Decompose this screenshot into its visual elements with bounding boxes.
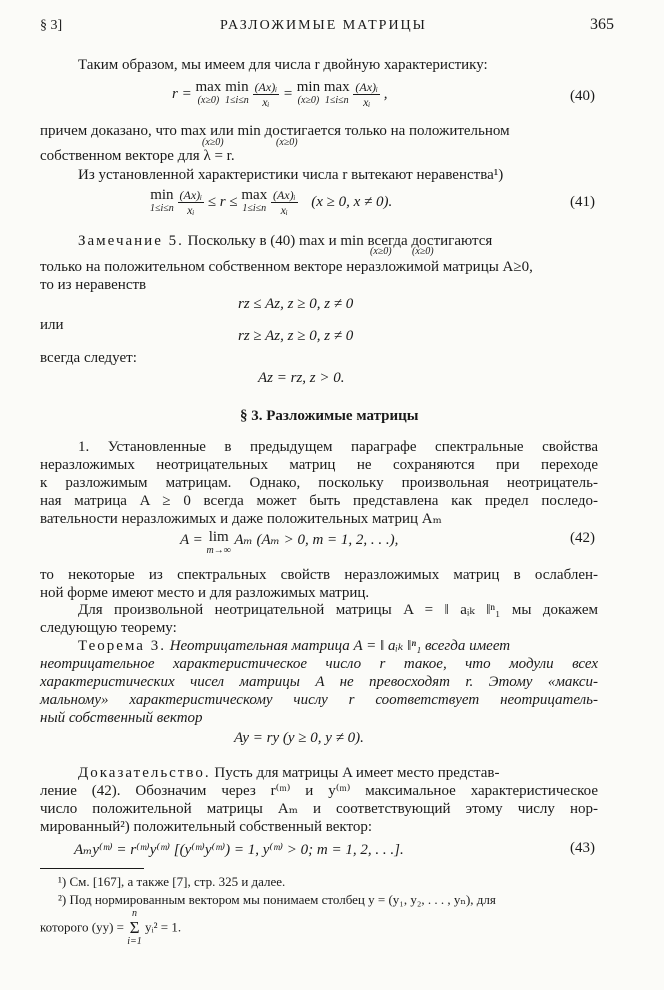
equation-40: [172, 80, 387, 109]
section-1-line-2: неразложимых неотрицательных матриц не сохраняются при переходе: [40, 457, 598, 473]
proof-line-4: мированный²) положительный собственный вектор:: [40, 819, 373, 835]
eq40-fraction2: $\frac{\text{(Ax)ᵢ}}{\text{xᵢ}}$: [355, 80, 378, 109]
footnote-2-post: yᵢ² = 1.: [145, 919, 182, 935]
equation-43: Aₘy⁽ᵐ⁾ = r⁽ᵐ⁾y⁽ᵐ⁾ [(y⁽ᵐ⁾y⁽ᵐ⁾) = 1, y⁽ᵐ⁾ > 0; m = 1, 2, . . .].: [74, 842, 404, 858]
paragraph-2-line-2: собственном векторе для λ = r.: [40, 148, 235, 164]
result-equation: Az = rz, z > 0.: [258, 370, 345, 386]
or-word: или: [40, 317, 64, 333]
equation-43-number: (43): [570, 840, 595, 856]
eq40-min2: min (x≥0): [296, 79, 321, 106]
inequality-2: rz ≥ Az, z ≥ 0, z ≠ 0: [238, 328, 354, 344]
section-1-line-4: ная матрица A ≥ 0 всегда может быть представлена как предел последо-: [40, 493, 598, 509]
section-1-after-1: то некоторые из спектральных свойств неразложимых матриц в ослаблен-: [40, 567, 598, 583]
eq41-fraction: $\frac{\text{(Ax)ᵢ}}{\text{xᵢ}}$: [179, 188, 203, 217]
proof-text-1: Пусть для матрицы A имеет место представ-: [214, 765, 500, 781]
inequality-1: rz ≤ Az, z ≥ 0, z ≠ 0: [238, 296, 354, 312]
eq41-fraction2: $\frac{\text{(Ax)ᵢ}}{\text{xᵢ}}$: [272, 188, 296, 217]
footnote-2-sum: n Σ i=1: [127, 908, 142, 947]
equation-41: [150, 188, 392, 217]
eq41-max: max 1≤i≤n: [241, 187, 268, 214]
theorem-text-1: Неотрицательная матрица A = ‖ aᵢₖ ‖ⁿ₁ всегда имеет: [169, 638, 511, 654]
remark-5-sub-2: (x≥0): [412, 246, 434, 257]
section-2-line-1: Для произвольной неотрицательной матрицы A = ‖ aᵢₖ ‖ⁿ₁ мы докажем: [78, 602, 598, 618]
theorem-line-1: [78, 637, 598, 655]
paragraph-2-line-1: причем доказано, что max или min достигается только на положительном: [40, 123, 510, 139]
eq40-lhs: r =: [172, 85, 192, 102]
equation-40-number: (40): [570, 88, 595, 104]
eq42-lhs: A =: [180, 532, 203, 548]
eq41-min: min 1≤i≤n: [150, 187, 174, 214]
eq40-max: max (x≥0): [195, 79, 222, 106]
page-number: 365: [590, 16, 614, 33]
paragraph-2-sub-1: (x≥0): [202, 137, 224, 148]
eq40-min: min 1≤i≤n: [225, 79, 249, 106]
remark-5-label: Замечание 5.: [78, 233, 184, 249]
footnote-rule: [40, 868, 144, 869]
header-section: § 3]: [40, 18, 63, 33]
equation-42: [180, 530, 398, 556]
proof-line-3: число положительной матрицы Aₘ и соответствующий этому числу нор-: [40, 801, 598, 817]
section-1-line-5: вательности неразложимых и даже положительных матриц Aₘ: [40, 511, 442, 527]
section-1-line-3: к разложимым матрицам. Однако, поскольку произвольная неотрицатель-: [40, 475, 598, 491]
theorem-line-4: мальному» характеристическому числу r соответствует неотрицатель-: [40, 692, 598, 708]
paragraph-1: Таким образом, мы имеем для числа r двойную характеристику:: [78, 57, 488, 73]
section-1-line-1: 1. Установленные в предыдущем параграфе спектральные свойства: [78, 439, 598, 455]
footnote-1: ¹) См. [167], а также [7], стр. 325 и далее.: [58, 874, 286, 889]
remark-5-text: Поскольку в (40) max и min всегда достигаются: [187, 233, 493, 249]
proof-line-1: [78, 764, 598, 782]
eq40-fraction: $\frac{\text{(Ax)ᵢ}}{\text{xᵢ}}$: [254, 80, 278, 109]
eq42-lim: lim m→∞: [206, 529, 231, 556]
theorem-label: Теорема 3.: [78, 638, 166, 654]
remark-5-sub-1: (x≥0): [370, 246, 392, 257]
header-title: РАЗЛОЖИМЫЕ МАТРИЦЫ: [220, 18, 427, 33]
proof-label: Доказательство.: [78, 765, 211, 781]
eq42-rhs: Aₘ (Aₘ > 0, m = 1, 2, . . .),: [234, 532, 399, 548]
proof-line-2: ление (42). Обозначим через r⁽ᵐ⁾ и y⁽ᵐ⁾ максимальное характеристическое: [40, 783, 598, 799]
remark-5-line-2: только на положительном собственном векторе неразложимой матрицы A≥0,: [40, 259, 533, 275]
theorem-line-3: характеристических чисел матрицы A не превосходят r. Этому «макси-: [40, 674, 598, 690]
theorem-line-5: ный собственный вектор: [40, 710, 203, 726]
eq41-mid: ≤ r ≤: [207, 193, 238, 210]
eq40-equals: =: [282, 85, 293, 102]
section-1-after-2: ной форме имеют место и для разложимых матриц.: [40, 585, 370, 601]
remark-5-line-3: то из неравенств: [40, 277, 147, 293]
eq40-max2: max 1≤i≤n: [323, 79, 350, 106]
theorem-equation: Ay = ry (y ≥ 0, y ≠ 0).: [234, 730, 364, 746]
footnote-2-line-2: [40, 908, 181, 947]
eq40-comma: ,: [383, 85, 388, 102]
section-2-line-2: следующую теорему:: [40, 620, 177, 636]
footnote-2-line-1: ²) Под нормированным вектором мы понимаем столбец y = (y₁, y₂, . . . , yₙ), для: [58, 892, 496, 907]
footnote-2-pre: которого (yy) =: [40, 919, 124, 935]
theorem-line-2: неотрицательное характеристическое число r такое, что модули всех: [40, 656, 598, 672]
paragraph-2-sub-2: (x≥0): [276, 137, 298, 148]
equation-41-number: (41): [570, 194, 595, 210]
eq41-condition: (x ≥ 0, x ≠ 0).: [311, 193, 393, 210]
equation-42-number: (42): [570, 530, 595, 546]
section-title: § 3. Разложимые матрицы: [240, 408, 419, 424]
follows-text: всегда следует:: [40, 350, 137, 366]
paragraph-3: Из установленной характеристики числа r вытекают неравенства¹): [78, 167, 504, 183]
